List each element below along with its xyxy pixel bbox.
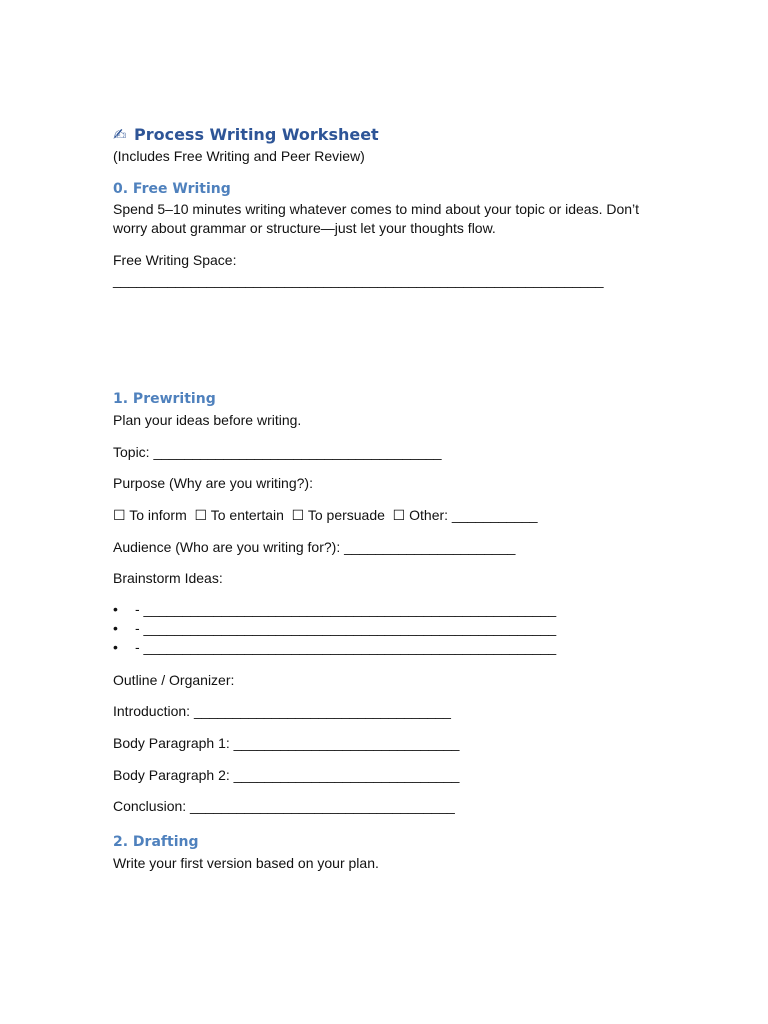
worksheet-content <box>113 124 673 873</box>
brainstorm-item-line: - _____________________________________________________ <box>135 620 557 636</box>
list-item <box>113 600 673 619</box>
free-writing-instructions: Spend 5–10 minutes writing whatever comes to mind about your topic or ideas. Don’t worry about grammar or structure—just let your thoughts flow. <box>113 201 640 236</box>
page-subtitle: (Includes Free Writing and Peer Review) <box>113 148 365 164</box>
prewriting-section <box>113 389 673 816</box>
purpose-label: Purpose (Why are you writing?): <box>113 475 313 491</box>
drafting-section <box>113 832 673 873</box>
bullet-icon: • <box>113 601 118 617</box>
topic-field: Topic: _____________________________________ <box>113 444 442 460</box>
body-paragraph-2-field: Body Paragraph 2: _____________________________ <box>113 767 460 783</box>
bullet-icon: • <box>113 620 118 636</box>
free-writing-heading: 0. Free Writing <box>113 181 231 197</box>
list-item <box>113 638 673 657</box>
audience-field: Audience (Who are you writing for?): ______________________ <box>113 539 516 555</box>
drafting-intro: Write your first version based on your plan. <box>113 855 379 871</box>
prewriting-intro: Plan your ideas before writing. <box>113 412 302 428</box>
brainstorm-label: Brainstorm Ideas: <box>113 570 223 586</box>
outline-label: Outline / Organizer: <box>113 672 235 688</box>
brainstorm-item-line: - _____________________________________________________ <box>135 639 557 655</box>
purpose-options: ☐ To inform ☐ To entertain ☐ To persuade ☐ Other: ___________ <box>113 507 538 523</box>
prewriting-heading: 1. Prewriting <box>113 391 216 407</box>
conclusion-field: Conclusion: __________________________________ <box>113 798 455 814</box>
free-writing-section <box>113 179 673 290</box>
writing-hand-icon: ✍ <box>113 125 127 144</box>
free-writing-space-line: _______________________________________________________________ <box>113 272 604 288</box>
free-writing-space-label: Free Writing Space: <box>113 252 237 268</box>
drafting-heading: 2. Drafting <box>113 834 199 850</box>
bullet-icon: • <box>113 639 118 655</box>
list-item <box>113 619 673 638</box>
introduction-field: Introduction: _________________________________ <box>113 703 451 719</box>
body-paragraph-1-field: Body Paragraph 1: _____________________________ <box>113 735 460 751</box>
page-title-text: Process Writing Worksheet <box>133 125 379 144</box>
brainstorm-list <box>113 600 673 657</box>
brainstorm-item-line: - _____________________________________________________ <box>135 601 557 617</box>
page-title <box>113 124 673 146</box>
